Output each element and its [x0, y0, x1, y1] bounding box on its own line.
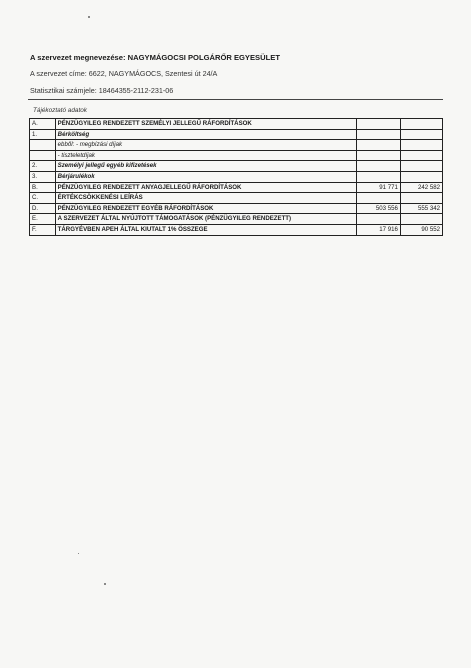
- table-row: [30, 129, 443, 140]
- previous-year-value: 17 916: [356, 224, 400, 235]
- organization-name: A szervezet megnevezése: NAGYMÁGOCSI POLGÁRŐR EGYESÜLET: [30, 53, 280, 62]
- table-row: [30, 182, 443, 193]
- row-label: Bérjárulékok: [55, 171, 356, 182]
- table-row: [30, 224, 443, 235]
- current-year-value: [400, 193, 442, 204]
- row-code: [30, 140, 56, 151]
- statistical-number: Statisztikai számjele: 18464355-2112-231-06: [30, 86, 174, 95]
- current-year-value: [400, 129, 442, 140]
- current-year-value: [400, 150, 442, 161]
- scan-speck: [104, 583, 106, 585]
- previous-year-value: [356, 214, 400, 225]
- scan-speck: [78, 553, 79, 554]
- section-title: Tájékoztató adatok: [33, 107, 87, 114]
- table-row: [30, 171, 443, 182]
- financial-table: [29, 118, 443, 236]
- row-label: PÉNZÜGYILEG RENDEZETT SZEMÉLYI JELLEGŰ RÁFORDÍTÁSOK: [55, 119, 356, 130]
- table-row: [30, 203, 443, 214]
- row-label: PÉNZÜGYILEG RENDEZETT ANYAGJELLEGŰ RÁFORDÍTÁSOK: [55, 182, 356, 193]
- row-label: Személyi jellegű egyéb kifizetések: [55, 161, 356, 172]
- row-code: B.: [30, 182, 56, 193]
- table-row: [30, 150, 443, 161]
- current-year-value: [400, 171, 442, 182]
- previous-year-value: 503 556: [356, 203, 400, 214]
- current-year-value: 242 582: [400, 182, 442, 193]
- current-year-value: [400, 140, 442, 151]
- row-code: 3.: [30, 171, 56, 182]
- previous-year-value: [356, 129, 400, 140]
- row-code: C.: [30, 193, 56, 204]
- row-label: PÉNZÜGYILEG RENDEZETT EGYÉB RÁFORDÍTÁSOK: [55, 203, 356, 214]
- row-label: A SZERVEZET ÁLTAL NYÚJTOTT TÁMOGATÁSOK (PÉNZÜGYILEG RENDEZETT): [55, 214, 356, 225]
- previous-year-value: [356, 150, 400, 161]
- row-code: E.: [30, 214, 56, 225]
- previous-year-value: [356, 171, 400, 182]
- row-code: F.: [30, 224, 56, 235]
- scan-speck: [88, 16, 90, 18]
- row-label: TÁRGYÉVBEN APEH ÁLTAL KIUTALT 1% ÖSSZEGE: [55, 224, 356, 235]
- current-year-value: [400, 161, 442, 172]
- row-code: A.: [30, 119, 56, 130]
- table-row: [30, 140, 443, 151]
- row-code: [30, 150, 56, 161]
- current-year-value: [400, 214, 442, 225]
- row-code: 1.: [30, 129, 56, 140]
- current-year-value: [400, 119, 442, 130]
- current-year-value: 90 552: [400, 224, 442, 235]
- previous-year-value: [356, 140, 400, 151]
- table-row: [30, 161, 443, 172]
- row-label: ÉRTÉKCSÖKKENÉSI LEÍRÁS: [55, 193, 356, 204]
- previous-year-value: [356, 161, 400, 172]
- row-label: Bérköltség: [55, 129, 356, 140]
- table-row: [30, 214, 443, 225]
- row-label: - tiszteletdíjak: [55, 150, 356, 161]
- current-year-value: 555 342: [400, 203, 442, 214]
- row-code: D.: [30, 203, 56, 214]
- table-row: [30, 193, 443, 204]
- previous-year-value: [356, 193, 400, 204]
- table-row: [30, 119, 443, 130]
- previous-year-value: 91 771: [356, 182, 400, 193]
- row-label: ebből: - megbízási díjak: [55, 140, 356, 151]
- header-divider: [28, 99, 443, 100]
- organization-address: A szervezet címe: 6622, NAGYMÁGOCS, Szentesi út 24/A: [30, 69, 218, 78]
- row-code: 2.: [30, 161, 56, 172]
- previous-year-value: [356, 119, 400, 130]
